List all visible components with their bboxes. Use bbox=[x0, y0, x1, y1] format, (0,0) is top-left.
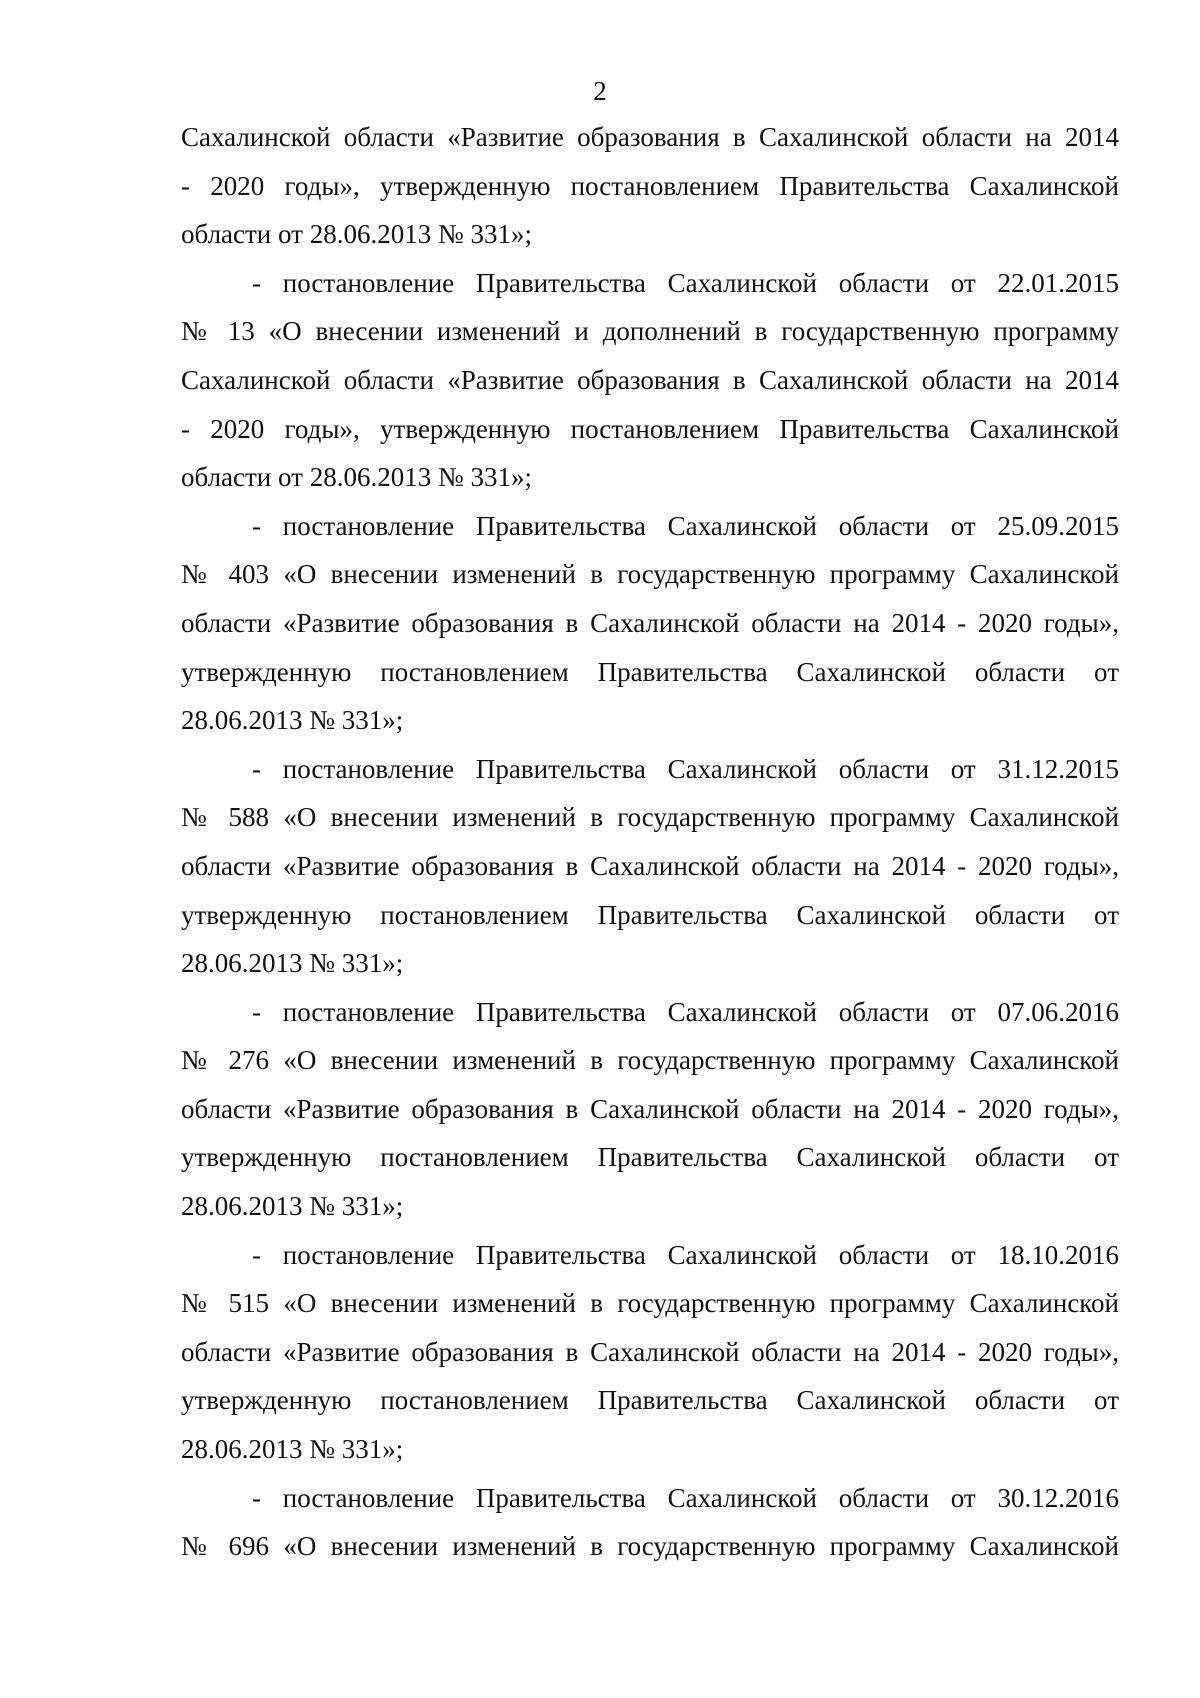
text-line: № 696 «О внесении изменений в государственную программу Сахалинской bbox=[181, 1531, 1119, 1562]
text-line: 28.06.2013 № 331»; bbox=[181, 705, 404, 736]
text-line: утвержденную постановлением Правительства Сахалинской области от bbox=[181, 656, 1119, 687]
text-line: - 2020 годы», утвержденную постановлением Правительства Сахалинской bbox=[181, 170, 1119, 201]
text-line: № 515 «О внесении изменений в государственную программу Сахалинской bbox=[181, 1288, 1119, 1319]
text-line: 28.06.2013 № 331»; bbox=[181, 1191, 404, 1222]
text-line: Сахалинской области «Развитие образования в Сахалинской области на 2014 bbox=[181, 364, 1119, 395]
text-line: Сахалинской области «Развитие образования в Сахалинской области на 2014 bbox=[181, 122, 1119, 152]
text-line: 28.06.2013 № 331»; bbox=[181, 948, 404, 979]
text-line: № 403 «О внесении изменений в государственную программу Сахалинской bbox=[181, 559, 1119, 590]
text-line: утвержденную постановлением Правительства Сахалинской области от bbox=[181, 1142, 1119, 1173]
text-line: утвержденную постановлением Правительства Сахалинской области от bbox=[181, 899, 1119, 930]
text-line: № 13 «О внесении изменений и дополнений в государственную программу bbox=[181, 316, 1119, 347]
page-number: 2 bbox=[593, 76, 607, 106]
text-line: области «Развитие образования в Сахалинской области на 2014 - 2020 годы», bbox=[181, 607, 1119, 638]
text-line: № 588 «О внесении изменений в государственную программу Сахалинской bbox=[181, 802, 1119, 833]
text-line: области от 28.06.2013 № 331»; bbox=[181, 219, 532, 250]
text-line: - 2020 годы», утвержденную постановлением Правительства Сахалинской bbox=[181, 413, 1119, 444]
list-item-start: - постановление Правительства Сахалинской области от 07.06.2016 bbox=[252, 996, 1119, 1027]
text-line: утвержденную постановлением Правительства Сахалинской области от bbox=[181, 1385, 1119, 1416]
document-body bbox=[181, 113, 1119, 1571]
text-line: № 276 «О внесении изменений в государственную программу Сахалинской bbox=[181, 1045, 1119, 1076]
list-item-start: - постановление Правительства Сахалинской области от 18.10.2016 bbox=[252, 1239, 1119, 1270]
list-item-start: - постановление Правительства Сахалинской области от 31.12.2015 bbox=[252, 753, 1119, 784]
text-line: области «Развитие образования в Сахалинской области на 2014 - 2020 годы», bbox=[181, 1093, 1119, 1124]
text-line: области от 28.06.2013 № 331»; bbox=[181, 462, 532, 493]
text-line: области «Развитие образования в Сахалинской области на 2014 - 2020 годы», bbox=[181, 850, 1119, 881]
list-item-start: - постановление Правительства Сахалинской области от 22.01.2015 bbox=[252, 267, 1119, 298]
text-line: области «Развитие образования в Сахалинской области на 2014 - 2020 годы», bbox=[181, 1336, 1119, 1367]
list-item-start: - постановление Правительства Сахалинской области от 30.12.2016 bbox=[252, 1482, 1119, 1513]
list-item-start: - постановление Правительства Сахалинской области от 25.09.2015 bbox=[252, 510, 1119, 541]
text-line: 28.06.2013 № 331»; bbox=[181, 1434, 404, 1465]
